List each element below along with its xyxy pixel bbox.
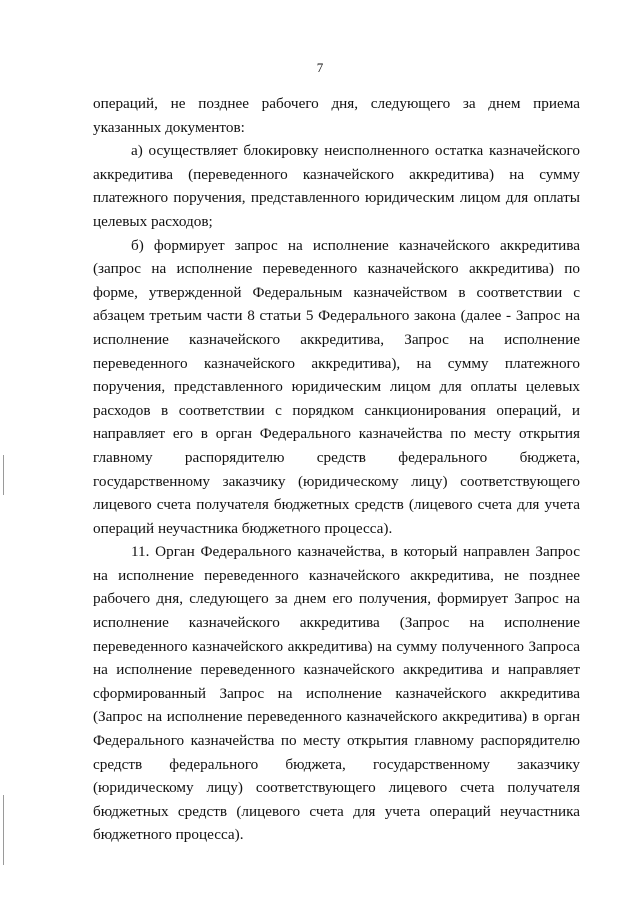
paragraph-item-b: б) формирует запрос на исполнение казначейского аккредитива (запрос на исполнение переведенного казначейского аккредитива) по форме, утвержденной Федеральным казначейством в соответствии с абзацем третьим части 8 статьи 5 Федерального закона (далее - Запрос на исполнение казначейского аккредитива, Запрос на исполнение переведенного казначейского аккредитива), на сумму платежного поручения, представленного юридическим лицом для оплаты целевых расходов в соответствии с порядком санкционирования операций, и направляет его в орган Федерального казначейства по месту открытия главному распорядителю средств федерального бюджета, государственному заказчику (юридическому лицу) соответствующего лицевого счета получателя бюджетных средств (лицевого счета для учета операций неучастника бюджетного процесса). [93,236,580,537]
paragraph-continuation: операций, не позднее рабочего дня, следующего за днем приема указанных документов: [93,95,580,136]
scan-edge-mark [3,455,4,495]
scan-edge-mark [3,795,4,865]
page-number: 7 [316,60,324,75]
paragraph-clause-11: 11. Орган Федерального казначейства, в который направлен Запрос на исполнение переведенного казначейского аккредитива, не позднее рабочего дня, следующего за днем его получения, формирует Запрос на исполнение казначейского аккредитива (Запрос на исполнение переведенного казначейского аккредитива) на сумму полученного Запроса на исполнение переведенного казначейского аккредитива и направляет сформированный Запрос на исполнение казначейского аккредитива (Запрос на исполнение переведенного казначейского аккредитива) в орган Федерального казначейства по месту открытия главному распорядителю средств федерального бюджета, государственному заказчику (юридическому лицу) соответствующего лицевого счета получателя бюджетных средств (лицевого счета для учета операций неучастника бюджетного процесса). [93,543,580,844]
paragraph-item-a: а) осуществляет блокировку неисполненного остатка казначейского аккредитива (переведенного казначейского аккредитива) на сумму платежного поручения, представленного юридическим лицом для оплаты целевых расходов; [93,142,580,230]
document-body [93,92,580,847]
